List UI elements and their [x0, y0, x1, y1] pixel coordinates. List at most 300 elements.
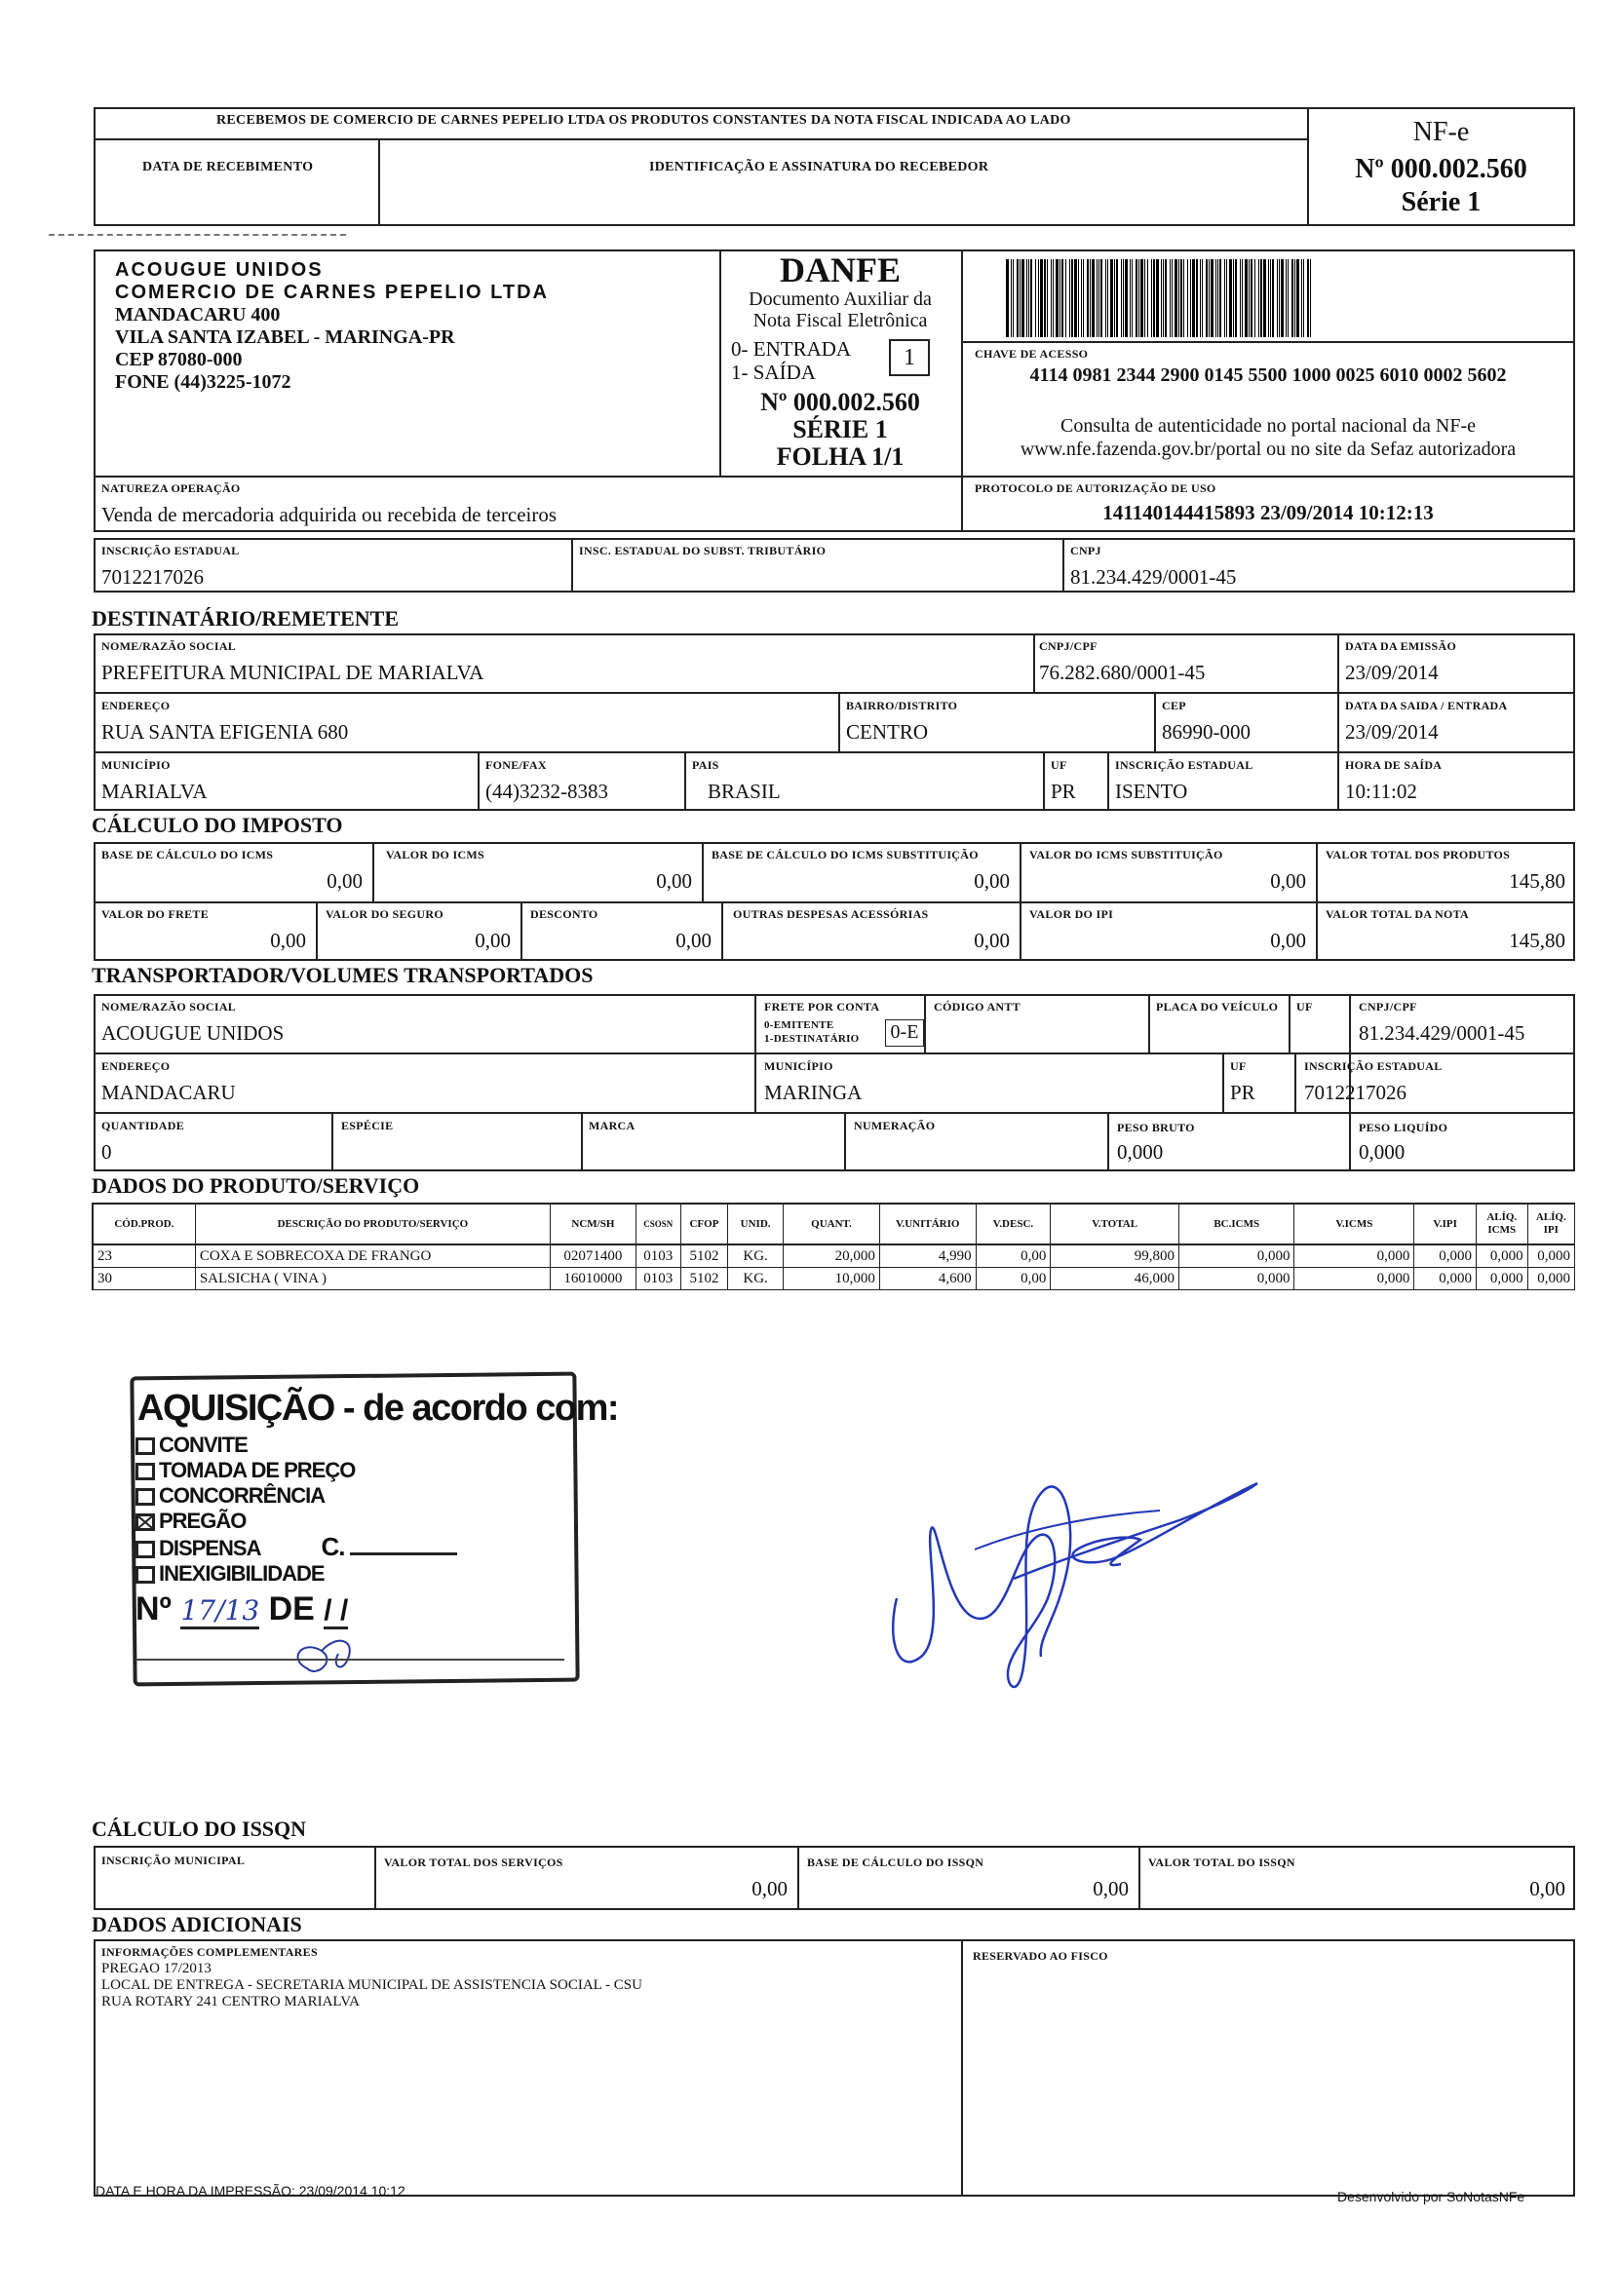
barcode-bar: [1301, 259, 1302, 337]
barcode-bar: [1249, 259, 1250, 337]
stamp-option: INEXIGIBILIDADE: [135, 1561, 457, 1587]
barcode-bar: [1132, 259, 1133, 337]
transp-nome-label: NOME/RAZÃO SOCIAL: [101, 1000, 237, 1014]
transp-marca-label: MARCA: [589, 1119, 636, 1132]
col-header: CSOSN: [636, 1204, 680, 1244]
barcode-bar: [1202, 259, 1203, 337]
barcode-bar: [1161, 259, 1162, 337]
barcode-bar: [1294, 259, 1295, 337]
transp-endereco-label: ENDEREÇO: [101, 1059, 171, 1073]
transportador-title: TRANSPORTADOR/VOLUMES TRANSPORTADOS: [92, 963, 594, 987]
cell: 16010000: [551, 1268, 636, 1290]
danfe-saida: 1- SAÍDA: [731, 361, 816, 384]
barcode-bar: [1151, 259, 1152, 337]
ipi: 0,00: [1270, 929, 1306, 952]
canhoto-numero: Nº 000.002.560: [1355, 154, 1527, 184]
dest-hora: 10:11:02: [1345, 780, 1417, 803]
dest-bairro-label: BAIRRO/DISTRITO: [846, 699, 958, 712]
total-nota-label: VALOR TOTAL DA NOTA: [1326, 907, 1469, 921]
barcode-bar: [1240, 259, 1241, 337]
dest-cnpj: 76.282.680/0001-45: [1039, 661, 1206, 684]
produtos-title: DADOS DO PRODUTO/SERVIÇO: [92, 1173, 420, 1198]
cnpj-label: CNPJ: [1070, 544, 1101, 557]
transp-qtd-label: QUANTIDADE: [101, 1119, 185, 1132]
dest-nome: PREFEITURA MUNICIPAL DE MARIALVA: [101, 661, 484, 684]
barcode-bar: [1242, 259, 1243, 337]
barcode-bar: [1190, 259, 1191, 337]
ie-value: 7012217026: [101, 565, 204, 589]
barcode-bar: [1296, 259, 1299, 337]
barcode-bar: [1028, 259, 1029, 337]
barcode-bar: [1097, 259, 1098, 337]
seguro: 0,00: [475, 929, 511, 952]
barcode-bar: [1071, 259, 1073, 337]
imposto-title: CÁLCULO DO IMPOSTO: [92, 813, 343, 837]
bc-st-label: BASE DE CÁLCULO DO ICMS SUBSTITUIÇÃO: [712, 848, 979, 861]
transp-cnpj-label: CNPJ/CPF: [1359, 1000, 1417, 1014]
barcode-bar: [1263, 259, 1266, 337]
barcode-bar: [1170, 259, 1171, 337]
barcode-bar: [1187, 259, 1188, 337]
checked-box-icon: [135, 1513, 155, 1531]
checkbox-icon: [135, 1566, 155, 1584]
dest-hora-label: HORA DE SAÍDA: [1345, 758, 1443, 772]
cell: 0,00: [976, 1268, 1051, 1290]
cell: 5102: [680, 1268, 727, 1290]
emitente-endereco: MANDACARU 400: [115, 304, 281, 325]
barcode-bar: [1268, 259, 1269, 337]
stamp-numero-prefix: Nº: [135, 1590, 172, 1627]
barcode-bar: [1011, 259, 1012, 337]
cell: 0,000: [1178, 1244, 1293, 1268]
barcode-bar: [1051, 259, 1052, 337]
barcode-bar: [1286, 259, 1287, 337]
data-recebimento-label: DATA DE RECEBIMENTO: [142, 160, 314, 174]
cell: 4,990: [879, 1244, 976, 1268]
canhoto-serie: Série 1: [1401, 187, 1482, 217]
barcode-bar: [1245, 259, 1248, 337]
dest-cep: 86990-000: [1162, 720, 1251, 744]
barcode-bar: [1053, 259, 1054, 337]
transp-peso-liquido: 0,000: [1359, 1140, 1406, 1164]
dest-nome-label: NOME/RAZÃO SOCIAL: [101, 639, 237, 653]
barcode-bar: [1172, 259, 1173, 337]
col-header: NCM/SH: [551, 1204, 636, 1244]
adicionais-title: DADOS ADICIONAIS: [92, 1912, 302, 1936]
barcode-bar: [1013, 259, 1014, 337]
bc-icms: 0,00: [327, 869, 363, 893]
transp-nome: ACOUGUE UNIDOS: [101, 1021, 285, 1045]
barcode-bar: [1178, 259, 1179, 337]
table-row: [93, 1244, 1575, 1268]
barcode-bar: [1081, 259, 1082, 337]
barcode-bar: [1087, 259, 1089, 337]
checkbox-icon: [135, 1488, 155, 1506]
barcode-bar: [1147, 259, 1148, 337]
issqn-valor-label: VALOR TOTAL DO ISSQN: [1148, 1856, 1295, 1869]
table-row: [93, 1268, 1575, 1290]
col-header: V.IPI: [1414, 1204, 1477, 1244]
col-header: DESCRIÇÃO DO PRODUTO/SERVIÇO: [195, 1204, 550, 1244]
outras-label: OUTRAS DESPESAS ACESSÓRIAS: [733, 907, 929, 921]
barcode-bar: [1061, 259, 1063, 337]
barcode-bar: [1100, 259, 1102, 337]
barcode-bar: [1192, 259, 1195, 337]
col-header: QUANT.: [784, 1204, 880, 1244]
barcode-bar: [1123, 259, 1124, 337]
barcode-bar: [1270, 259, 1271, 337]
cell: 0,000: [1476, 1268, 1527, 1290]
cell: 23: [93, 1244, 195, 1268]
bc-st: 0,00: [974, 869, 1010, 893]
barcode-bar: [1291, 259, 1293, 337]
stamp-numero: 17/13: [180, 1594, 259, 1629]
cell: 0,00: [976, 1244, 1051, 1268]
info-line: LOCAL DE ENTREGA - SECRETARIA MUNICIPAL DE ASSISTENCIA SOCIAL - CSU: [101, 1977, 642, 1993]
dest-fone-label: FONE/FAX: [485, 758, 547, 772]
barcode-bar: [1272, 259, 1274, 337]
barcode-bar: [1229, 259, 1232, 337]
cell: COXA E SOBRECOXA DE FRANGO: [195, 1244, 550, 1268]
cell: 0103: [636, 1268, 680, 1290]
barcode-bar: [1211, 259, 1214, 337]
cell: 0,000: [1294, 1244, 1414, 1268]
transp-antt-label: CÓDIGO ANTT: [934, 1000, 1021, 1014]
barcode-bar: [1288, 259, 1289, 337]
barcode-bar: [1059, 259, 1060, 337]
barcode-bar: [1121, 259, 1122, 337]
total-prod: 145,80: [1509, 869, 1565, 893]
barcode-bar: [1069, 259, 1070, 337]
transp-peso-bruto-label: PESO BRUTO: [1117, 1121, 1195, 1134]
barcode-bar: [1209, 259, 1210, 337]
stamp-bottom-line: [135, 1659, 564, 1661]
protocolo-label: PROTOCOLO DE AUTORIZAÇÃO DE USO: [975, 481, 1216, 495]
destinatario-title: DESTINATÁRIO/REMETENTE: [92, 606, 399, 631]
cell: 46,000: [1051, 1268, 1179, 1290]
dev-footer: Desenvolvido por SoNotasNFe: [1337, 2189, 1525, 2204]
icms-label: VALOR DO ICMS: [386, 848, 485, 861]
dest-uf: PR: [1051, 780, 1076, 803]
barcode-bar: [1175, 259, 1177, 337]
frete: 0,00: [270, 929, 306, 952]
ipi-label: VALOR DO IPI: [1029, 907, 1114, 921]
stamp-numero-row: [135, 1590, 348, 1628]
barcode-bar: [1254, 259, 1255, 337]
dest-municipio: MARIALVA: [101, 780, 208, 803]
dest-saida-label: DATA DA SAIDA / ENTRADA: [1345, 699, 1508, 712]
barcode-bar: [1281, 259, 1284, 337]
transp-frete-opt2: 1-DESTINATÁRIO: [764, 1033, 860, 1045]
transp-uf2-label: UF: [1230, 1059, 1247, 1073]
transp-peso-bruto: 0,000: [1117, 1140, 1164, 1164]
dest-bairro: CENTRO: [846, 720, 928, 744]
barcode-bar: [1303, 259, 1304, 337]
barcode-bar: [1153, 259, 1155, 337]
barcode-bar: [1065, 259, 1066, 337]
dest-fone: (44)3232-8383: [485, 780, 608, 803]
transp-numeracao-label: NUMERAÇÃO: [854, 1119, 936, 1132]
produtos-table: [92, 1203, 1575, 1290]
barcode-bar: [1215, 259, 1216, 337]
barcode-bar: [1279, 259, 1280, 337]
danfe-tipo-box: [889, 339, 930, 376]
info-lines: [101, 1961, 642, 2010]
cut-line: [49, 234, 346, 236]
transp-uf2: PR: [1230, 1081, 1255, 1104]
barcode-bar: [1310, 259, 1311, 337]
barcode: [1006, 259, 1532, 337]
barcode-bar: [1035, 259, 1036, 337]
bc-icms-label: BASE DE CÁLCULO DO ICMS: [101, 848, 274, 861]
issqn-im-label: INSCRIÇÃO MUNICIPAL: [101, 1854, 246, 1867]
dest-emissao-label: DATA DA EMISSÃO: [1345, 639, 1457, 653]
emitente-fantasia: ACOUGUE UNIDOS: [115, 259, 324, 281]
checkbox-icon: [135, 1437, 155, 1455]
col-header: V.DESC.: [976, 1204, 1051, 1244]
barcode-bar: [1020, 259, 1021, 337]
col-header: ALÍQ. ICMS: [1476, 1204, 1527, 1244]
barcode-bar: [1017, 259, 1019, 337]
danfe-title: DANFE: [780, 250, 901, 289]
dest-endereco-label: ENDEREÇO: [101, 699, 171, 712]
col-header: BC.ICMS: [1178, 1204, 1293, 1244]
transp-peso-liquido-label: PESO LIQUÍDO: [1359, 1121, 1448, 1134]
stamp-option: CONVITE: [135, 1433, 457, 1458]
barcode-bar: [1125, 259, 1128, 337]
iest-label: INSC. ESTADUAL DO SUBST. TRIBUTÁRIO: [579, 544, 827, 557]
transp-especie-label: ESPÉCIE: [341, 1119, 394, 1132]
barcode-bar: [1307, 259, 1309, 337]
danfe-numero: Nº 000.002.560: [760, 388, 920, 416]
outras: 0,00: [974, 929, 1010, 952]
stamp-title: AQUISIÇÃO - de acordo com:: [137, 1388, 619, 1429]
total-nota: 145,80: [1509, 929, 1565, 952]
issqn-bc-label: BASE DE CÁLCULO DO ISSQN: [807, 1856, 984, 1869]
cell: 0,000: [1414, 1244, 1477, 1268]
transp-frete-opt1: 0-EMITENTE: [764, 1019, 834, 1031]
desconto-label: DESCONTO: [530, 907, 598, 921]
barcode-bar: [1226, 259, 1227, 337]
col-header: UNID.: [728, 1204, 784, 1244]
emitente-fone: FONE (44)3225-1072: [115, 371, 291, 393]
impressao-footer: DATA E HORA DA IMPRESSÃO: 23/09/2014 10:12: [96, 2183, 405, 2199]
stamp-c-line: [350, 1552, 457, 1555]
barcode-bar: [1217, 259, 1218, 337]
fisco-label: RESERVADO AO FISCO: [973, 1949, 1108, 1963]
transp-qtd: 0: [101, 1140, 112, 1164]
canhoto-nfe: NF-e: [1412, 117, 1470, 147]
barcode-bar: [1130, 259, 1131, 337]
aquisicao-stamp: [122, 1374, 619, 1686]
cell: 4,600: [879, 1268, 976, 1290]
barcode-bar: [1114, 259, 1115, 337]
barcode-bar: [1206, 259, 1208, 337]
icms-st-label: VALOR DO ICMS SUBSTITUIÇÃO: [1029, 848, 1223, 861]
cell: 0,000: [1178, 1268, 1293, 1290]
dest-municipio-label: MUNICÍPIO: [101, 758, 171, 772]
cell: 0,000: [1527, 1268, 1574, 1290]
barcode-bar: [1258, 259, 1259, 337]
cell: 5102: [680, 1244, 727, 1268]
dest-ie-label: INSCRIÇÃO ESTADUAL: [1115, 758, 1253, 772]
danfe-serie: SÉRIE 1: [792, 415, 888, 443]
issqn-valor: 0,00: [1529, 1877, 1565, 1900]
cell: 99,800: [1051, 1244, 1179, 1268]
transp-placa-label: PLACA DO VEÍCULO: [1156, 1000, 1279, 1014]
barcode-bar: [1165, 259, 1167, 337]
stamp-option: TOMADA DE PREÇO: [135, 1458, 457, 1483]
barcode-bar: [1090, 259, 1091, 337]
cell: 0,000: [1476, 1244, 1527, 1268]
consulta-line1: Consulta de autenticidade no portal nacional da NF-e: [1060, 415, 1476, 437]
natureza-value: Venda de mercadoria adquirida ou recebida de terceiros: [101, 503, 558, 526]
issqn-servicos-label: VALOR TOTAL DOS SERVIÇOS: [384, 1856, 563, 1869]
stamp-c-label: C.: [321, 1532, 345, 1561]
info-line: PREGAO 17/2013: [101, 1961, 212, 1976]
cell: 0,000: [1294, 1268, 1414, 1290]
danfe-entrada: 0- ENTRADA: [731, 337, 852, 361]
cell: 02071400: [551, 1244, 636, 1268]
barcode-bar: [1224, 259, 1225, 337]
col-header: CÓD.PROD.: [93, 1204, 195, 1244]
dest-endereco: RUA SANTA EFIGENIA 680: [101, 720, 349, 744]
transp-cnpj: 81.234.429/0001-45: [1359, 1021, 1525, 1045]
dest-pais-label: PAIS: [692, 758, 719, 772]
barcode-bar: [1156, 259, 1159, 337]
emitente-block: [115, 259, 549, 394]
barcode-bar: [1021, 259, 1024, 337]
barcode-bar: [1078, 259, 1079, 337]
barcode-bar: [1083, 259, 1084, 337]
barcode-bar: [1044, 259, 1046, 337]
barcode-bar: [1140, 259, 1143, 337]
checkbox-icon: [135, 1541, 155, 1558]
barcode-bar: [1233, 259, 1234, 337]
barcode-bar: [1040, 259, 1043, 337]
cell: 20,000: [784, 1244, 880, 1268]
col-header: V.ICMS: [1294, 1204, 1414, 1244]
col-header: CFOP: [680, 1204, 727, 1244]
inscricao-box: [94, 538, 1575, 593]
info-label: INFORMAÇÕES COMPLEMENTARES: [101, 1945, 318, 1959]
identificacao-label: IDENTIFICAÇÃO E ASSINATURA DO RECEBEDOR: [649, 160, 989, 174]
barcode-bar: [1038, 259, 1039, 337]
dest-cep-label: CEP: [1162, 699, 1186, 712]
barcode-bar: [1030, 259, 1032, 337]
barcode-bar: [1200, 259, 1201, 337]
barcode-bar: [1074, 259, 1077, 337]
barcode-bar: [1105, 259, 1106, 337]
barcode-bar: [1116, 259, 1118, 337]
transp-municipio: MARINGA: [764, 1081, 863, 1104]
col-header: V.TOTAL: [1051, 1204, 1179, 1244]
consulta-line2: www.nfe.fazenda.gov.br/portal ou no site da Sefaz autorizadora: [1020, 439, 1517, 460]
barcode-bar: [1163, 259, 1164, 337]
col-header: ALÍQ. IPI: [1527, 1204, 1574, 1244]
cell: 0,000: [1414, 1268, 1477, 1290]
barcode-bar: [1235, 259, 1237, 337]
desconto: 0,00: [675, 929, 712, 952]
chave-label: CHAVE DE ACESSO: [975, 347, 1089, 361]
barcode-bar: [1107, 259, 1108, 337]
cnpj-value: 81.234.429/0001-45: [1070, 565, 1237, 589]
cell: SALSICHA ( VINA ): [195, 1268, 550, 1290]
barcode-bar: [1098, 259, 1099, 337]
barcode-bar: [1026, 259, 1027, 337]
barcode-bar: [1110, 259, 1113, 337]
info-line: RUA ROTARY 241 CENTRO MARIALVA: [101, 1994, 360, 2009]
emitente-razao: COMERCIO DE CARNES PEPELIO LTDA: [115, 282, 549, 303]
frete-label: VALOR DO FRETE: [101, 907, 209, 921]
barcode-bar: [1219, 259, 1221, 337]
dest-saida: 23/09/2014: [1345, 720, 1439, 744]
dest-uf-label: UF: [1051, 758, 1067, 772]
barcode-bar: [1092, 259, 1095, 337]
cell: KG.: [728, 1268, 784, 1290]
signature-icon: [867, 1413, 1277, 1735]
transp-municipio-label: MUNICÍPIO: [764, 1059, 833, 1073]
icms-st: 0,00: [1270, 869, 1306, 893]
cell: 10,000: [784, 1268, 880, 1290]
barcode-bar: [1136, 259, 1137, 337]
natureza-label: NATUREZA OPERAÇÃO: [101, 481, 241, 495]
barcode-bar: [1180, 259, 1182, 337]
transp-endereco: MANDACARU: [101, 1081, 236, 1104]
checkbox-icon: [135, 1463, 155, 1480]
stamp-de: DE: [268, 1590, 315, 1627]
stamp-date-slashes: / /: [324, 1594, 348, 1629]
barcode-bar: [1006, 259, 1009, 337]
transp-ie-label: INSCRIÇÃO ESTADUAL: [1304, 1059, 1443, 1073]
danfe-folha: FOLHA 1/1: [776, 442, 905, 471]
canhoto-recebemos: RECEBEMOS DE COMERCIO DE CARNES PEPELIO LTDA OS PRODUTOS CONSTANTES DA NOTA FISCAL INDICADA AO LADO: [216, 113, 1071, 128]
stamp-option: CONCORRÊNCIA: [135, 1483, 457, 1509]
barcode-bar: [1144, 259, 1145, 337]
produtos-header-row: [93, 1204, 1575, 1244]
barcode-bar: [1196, 259, 1198, 337]
barcode-bar: [1260, 259, 1262, 337]
issqn-bc: 0,00: [1093, 1877, 1129, 1900]
emitente-cep: CEP 87080-000: [115, 349, 243, 370]
emitente-bairro: VILA SANTA IZABEL - MARINGA-PR: [115, 326, 455, 348]
ie-label: INSCRIÇÃO ESTADUAL: [101, 544, 240, 557]
dest-emissao: 23/09/2014: [1345, 661, 1439, 684]
barcode-bar: [1047, 259, 1048, 337]
barcode-bar: [1138, 259, 1139, 337]
danfe-tipo: 1: [904, 345, 915, 370]
col-header: V.UNITÁRIO: [879, 1204, 976, 1244]
stamp-option: PREGÃO: [135, 1509, 457, 1534]
dest-pais: BRASIL: [708, 780, 781, 803]
total-prod-label: VALOR TOTAL DOS PRODUTOS: [1326, 848, 1511, 861]
barcode-bar: [1183, 259, 1184, 337]
danfe-sub1: Documento Auxiliar da: [749, 288, 932, 310]
chave-value: 4114 0981 2344 2900 0145 5500 1000 0025 6010 0002 5602: [1029, 364, 1507, 386]
dest-cnpj-label: CNPJ/CPF: [1039, 639, 1098, 653]
barcode-bar: [1251, 259, 1252, 337]
barcode-bar: [1056, 259, 1059, 337]
cell: 30: [93, 1268, 195, 1290]
transp-uf-label: UF: [1296, 1000, 1313, 1014]
icms: 0,00: [656, 869, 692, 893]
transp-frete: 0-E: [890, 1021, 919, 1043]
cell: 0,000: [1527, 1244, 1574, 1268]
stamp-options: [135, 1433, 457, 1587]
seguro-label: VALOR DO SEGURO: [326, 907, 443, 921]
transp-frete-label: FRETE POR CONTA: [764, 1000, 880, 1014]
danfe-sub2: Nota Fiscal Eletrônica: [752, 310, 928, 331]
